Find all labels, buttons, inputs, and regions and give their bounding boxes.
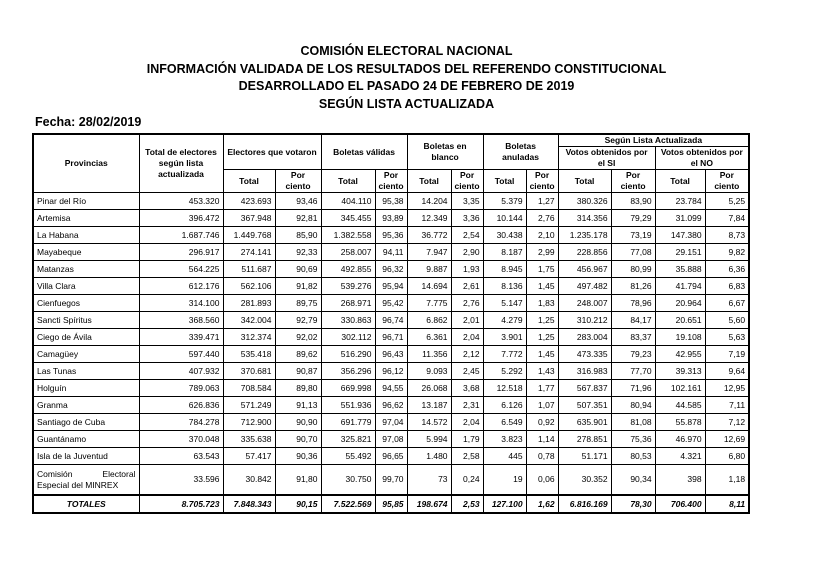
cell-value: 7,19 (705, 346, 749, 363)
cell-value: 8,73 (705, 227, 749, 244)
cell-value: 396.472 (139, 210, 223, 227)
header-total: Total (483, 170, 526, 193)
cell-value: 5.147 (483, 295, 526, 312)
cell-value: 30.438 (483, 227, 526, 244)
cell-value: 3,35 (451, 193, 483, 210)
table-row (33, 414, 749, 431)
cell-province: Granma (33, 397, 139, 414)
cell-value: 5.379 (483, 193, 526, 210)
cell-value: 0,92 (526, 414, 558, 431)
cell-value: 81,08 (611, 414, 655, 431)
cell-value: 5,60 (705, 312, 749, 329)
cell-value: 9.887 (407, 261, 451, 278)
cell-value: 368.560 (139, 312, 223, 329)
cell-value: 268.971 (321, 295, 375, 312)
cell-province: Artemisa (33, 210, 139, 227)
cell-value: 511.687 (223, 261, 275, 278)
cell-value: 41.794 (655, 278, 705, 295)
cell-value: 30.750 (321, 465, 375, 496)
cell-value: 90,87 (275, 363, 321, 380)
cell-value: 46.970 (655, 431, 705, 448)
cell-value: 1,25 (526, 312, 558, 329)
cell-value: 2,45 (451, 363, 483, 380)
cell-value: 5,25 (705, 193, 749, 210)
cell-value: 1.382.558 (321, 227, 375, 244)
cell-value: 312.374 (223, 329, 275, 346)
cell-value: 370.681 (223, 363, 275, 380)
cell-total: 127.100 (483, 495, 526, 513)
cell-value: 96,65 (375, 448, 407, 465)
cell-value: 29.151 (655, 244, 705, 261)
cell-value: 90,69 (275, 261, 321, 278)
cell-value: 3,36 (451, 210, 483, 227)
header-total: Total (223, 170, 275, 193)
cell-value: 90,70 (275, 431, 321, 448)
cell-value: 2,54 (451, 227, 483, 244)
cell-value: 6,83 (705, 278, 749, 295)
table-row (33, 278, 749, 295)
header-votos-no: Votos obtenidos por el NO (655, 147, 749, 170)
report-title (0, 43, 813, 113)
cell-value: 11.356 (407, 346, 451, 363)
cell-value: 85,90 (275, 227, 321, 244)
cell-value: 89,80 (275, 380, 321, 397)
cell-value: 20.651 (655, 312, 705, 329)
cell-total: 8.705.723 (139, 495, 223, 513)
cell-value: 42.955 (655, 346, 705, 363)
cell-value: 1,45 (526, 346, 558, 363)
cell-value: 6.361 (407, 329, 451, 346)
header-por-ciento: Por ciento (705, 170, 749, 193)
table-row (33, 397, 749, 414)
cell-value: 314.100 (139, 295, 223, 312)
cell-value: 1,18 (705, 465, 749, 496)
cell-value: 10.144 (483, 210, 526, 227)
cell-value: 96,32 (375, 261, 407, 278)
cell-value: 2,04 (451, 414, 483, 431)
cell-value: 89,62 (275, 346, 321, 363)
cell-value: 316.983 (558, 363, 611, 380)
cell-value: 92,79 (275, 312, 321, 329)
cell-value: 564.225 (139, 261, 223, 278)
cell-value: 258.007 (321, 244, 375, 261)
cell-value: 1,75 (526, 261, 558, 278)
cell-value: 95,38 (375, 193, 407, 210)
cell-value: 9,82 (705, 244, 749, 261)
cell-value: 31.099 (655, 210, 705, 227)
cell-value: 147.380 (655, 227, 705, 244)
cell-value: 784.278 (139, 414, 223, 431)
cell-value: 712.900 (223, 414, 275, 431)
cell-value: 9.093 (407, 363, 451, 380)
cell-value: 5,63 (705, 329, 749, 346)
cell-value: 7.775 (407, 295, 451, 312)
cell-value: 274.141 (223, 244, 275, 261)
cell-value: 314.356 (558, 210, 611, 227)
cell-value: 398 (655, 465, 705, 496)
cell-province: Pinar del Río (33, 193, 139, 210)
cell-value: 90,36 (275, 448, 321, 465)
cell-value: 23.784 (655, 193, 705, 210)
header-por-ciento: Por ciento (275, 170, 321, 193)
cell-value: 73,19 (611, 227, 655, 244)
cell-value: 96,43 (375, 346, 407, 363)
table-row (33, 346, 749, 363)
header-total-electores: Total de electores según lista actualizada (139, 134, 223, 193)
cell-value: 278.851 (558, 431, 611, 448)
table-row-minrex (33, 465, 749, 496)
header-total: Total (558, 170, 611, 193)
cell-value: 1.235.178 (558, 227, 611, 244)
cell-value: 2,12 (451, 346, 483, 363)
cell-value: 96,74 (375, 312, 407, 329)
table-row (33, 431, 749, 448)
cell-value: 78,96 (611, 295, 655, 312)
cell-province: Matanzas (33, 261, 139, 278)
cell-value: 63.543 (139, 448, 223, 465)
cell-value: 0,06 (526, 465, 558, 496)
cell-value: 445 (483, 448, 526, 465)
header-por-ciento: Por ciento (611, 170, 655, 193)
cell-value: 6,36 (705, 261, 749, 278)
cell-value: 473.335 (558, 346, 611, 363)
header-total: Total (407, 170, 451, 193)
header-electores-votaron: Electores que votaron (223, 134, 321, 170)
cell-value: 370.048 (139, 431, 223, 448)
title-line-4: SEGÚN LISTA ACTUALIZADA (318, 96, 495, 111)
cell-value: 330.863 (321, 312, 375, 329)
table-row (33, 448, 749, 465)
cell-value: 81,26 (611, 278, 655, 295)
cell-value: 1,14 (526, 431, 558, 448)
cell-value: 71,96 (611, 380, 655, 397)
cell-value: 0,78 (526, 448, 558, 465)
cell-value: 626.836 (139, 397, 223, 414)
cell-value: 407.932 (139, 363, 223, 380)
cell-value: 339.471 (139, 329, 223, 346)
cell-value: 535.418 (223, 346, 275, 363)
cell-value: 97,04 (375, 414, 407, 431)
cell-value: 39.313 (655, 363, 705, 380)
header-provincias: Provincias (33, 134, 139, 193)
cell-value: 1,83 (526, 295, 558, 312)
cell-total: 78,30 (611, 495, 655, 513)
cell-value: 516.290 (321, 346, 375, 363)
cell-value: 12.349 (407, 210, 451, 227)
cell-value: 13.187 (407, 397, 451, 414)
cell-value: 539.276 (321, 278, 375, 295)
cell-value: 562.106 (223, 278, 275, 295)
header-votos-si: Votos obtenidos por el SI (558, 147, 655, 170)
cell-province: Santiago de Cuba (33, 414, 139, 431)
cell-total: 8,11 (705, 495, 749, 513)
cell-value: 77,70 (611, 363, 655, 380)
cell-value: 310.212 (558, 312, 611, 329)
cell-value: 92,02 (275, 329, 321, 346)
cell-value: 2,58 (451, 448, 483, 465)
table-row (33, 312, 749, 329)
cell-value: 99,70 (375, 465, 407, 496)
cell-value: 404.110 (321, 193, 375, 210)
cell-value: 95,36 (375, 227, 407, 244)
cell-province: Cienfuegos (33, 295, 139, 312)
cell-value: 55.878 (655, 414, 705, 431)
cell-value: 708.584 (223, 380, 275, 397)
cell-value: 248.007 (558, 295, 611, 312)
table-row (33, 380, 749, 397)
cell-value: 8.187 (483, 244, 526, 261)
cell-value: 92,81 (275, 210, 321, 227)
cell-value: 6.862 (407, 312, 451, 329)
cell-value: 2,01 (451, 312, 483, 329)
cell-province: Guantánamo (33, 431, 139, 448)
cell-value: 5.994 (407, 431, 451, 448)
cell-value: 96,12 (375, 363, 407, 380)
cell-value: 14.204 (407, 193, 451, 210)
cell-value: 5.292 (483, 363, 526, 380)
cell-value: 80,99 (611, 261, 655, 278)
cell-value: 1,93 (451, 261, 483, 278)
cell-value: 102.161 (655, 380, 705, 397)
cell-value: 356.296 (321, 363, 375, 380)
table-row (33, 329, 749, 346)
cell-value: 3,68 (451, 380, 483, 397)
cell-value: 380.326 (558, 193, 611, 210)
cell-value: 77,08 (611, 244, 655, 261)
header-segun-lista: Según Lista Actualizada (558, 134, 749, 147)
header-total: Total (321, 170, 375, 193)
cell-value: 1,43 (526, 363, 558, 380)
cell-province: Holguín (33, 380, 139, 397)
cell-value: 2,90 (451, 244, 483, 261)
cell-value: 1,77 (526, 380, 558, 397)
header-boletas-validas: Boletas válidas (321, 134, 407, 170)
report-date: Fecha: 28/02/2019 (35, 115, 142, 129)
cell-value: 7.772 (483, 346, 526, 363)
table-row-totals (33, 495, 749, 513)
cell-value: 94,55 (375, 380, 407, 397)
table-row (33, 227, 749, 244)
cell-value: 35.888 (655, 261, 705, 278)
cell-value: 9,64 (705, 363, 749, 380)
cell-value: 93,89 (375, 210, 407, 227)
cell-value: 1,25 (526, 329, 558, 346)
cell-value: 12.518 (483, 380, 526, 397)
cell-value: 55.492 (321, 448, 375, 465)
header-por-ciento: Por ciento (526, 170, 558, 193)
cell-value: 83,37 (611, 329, 655, 346)
cell-value: 96,62 (375, 397, 407, 414)
cell-value: 51.171 (558, 448, 611, 465)
cell-value: 492.855 (321, 261, 375, 278)
cell-value: 423.693 (223, 193, 275, 210)
results-table (32, 133, 750, 514)
cell-value: 89,75 (275, 295, 321, 312)
table-row (33, 261, 749, 278)
cell-value: 7,11 (705, 397, 749, 414)
cell-province: Isla de la Juventud (33, 448, 139, 465)
cell-value: 456.967 (558, 261, 611, 278)
cell-total: 6.816.169 (558, 495, 611, 513)
cell-value: 79,29 (611, 210, 655, 227)
cell-value: 6.126 (483, 397, 526, 414)
cell-value: 1,45 (526, 278, 558, 295)
cell-value: 597.440 (139, 346, 223, 363)
cell-value: 97,08 (375, 431, 407, 448)
cell-total: 2,53 (451, 495, 483, 513)
cell-value: 367.948 (223, 210, 275, 227)
title-line-3: DESARROLLADO EL PASADO 24 DE FEBRERO DE 2019 (238, 79, 575, 93)
cell-value: 2,61 (451, 278, 483, 295)
cell-total: 90,15 (275, 495, 321, 513)
cell-value: 1.687.746 (139, 227, 223, 244)
header-boletas-blanco: Boletas en blanco (407, 134, 483, 170)
cell-province: Sancti Spíritus (33, 312, 139, 329)
cell-value: 1,79 (451, 431, 483, 448)
cell-value: 507.351 (558, 397, 611, 414)
cell-value: 325.821 (321, 431, 375, 448)
cell-value: 20.964 (655, 295, 705, 312)
cell-value: 669.998 (321, 380, 375, 397)
header-boletas-anuladas: Boletas anuladas (483, 134, 558, 170)
cell-value: 12,95 (705, 380, 749, 397)
cell-total: 198.674 (407, 495, 451, 513)
header-por-ciento: Por ciento (375, 170, 407, 193)
cell-value: 2,10 (526, 227, 558, 244)
cell-value: 79,23 (611, 346, 655, 363)
cell-value: 44.585 (655, 397, 705, 414)
table-row (33, 210, 749, 227)
cell-total: 7.848.343 (223, 495, 275, 513)
title-line-1: COMISIÓN ELECTORAL NACIONAL (300, 44, 513, 58)
cell-value: 14.694 (407, 278, 451, 295)
cell-value: 91,13 (275, 397, 321, 414)
cell-value: 789.063 (139, 380, 223, 397)
cell-value: 4.279 (483, 312, 526, 329)
cell-value: 296.917 (139, 244, 223, 261)
cell-value: 1,27 (526, 193, 558, 210)
cell-value: 33.596 (139, 465, 223, 496)
cell-province: Camagüey (33, 346, 139, 363)
cell-value: 95,94 (375, 278, 407, 295)
cell-value: 612.176 (139, 278, 223, 295)
cell-value: 92,33 (275, 244, 321, 261)
cell-province: La Habana (33, 227, 139, 244)
cell-value: 95,42 (375, 295, 407, 312)
cell-total: 706.400 (655, 495, 705, 513)
cell-value: 0,24 (451, 465, 483, 496)
cell-value: 91,82 (275, 278, 321, 295)
cell-value: 57.417 (223, 448, 275, 465)
cell-province: Mayabeque (33, 244, 139, 261)
cell-province: Comisión Electoral Especial del MINREX (33, 465, 139, 496)
cell-value: 4.321 (655, 448, 705, 465)
cell-value: 1.480 (407, 448, 451, 465)
cell-value: 3.823 (483, 431, 526, 448)
cell-value: 283.004 (558, 329, 611, 346)
cell-value: 2,04 (451, 329, 483, 346)
cell-value: 6.549 (483, 414, 526, 431)
cell-value: 567.837 (558, 380, 611, 397)
cell-value: 7,84 (705, 210, 749, 227)
table-row (33, 295, 749, 312)
cell-value: 6,67 (705, 295, 749, 312)
cell-value: 345.455 (321, 210, 375, 227)
title-line-2: INFORMACIÓN VALIDADA DE LOS RESULTADOS DEL REFERENDO CONSTITUCIONAL (146, 61, 667, 76)
cell-value: 80,94 (611, 397, 655, 414)
header-por-ciento: Por ciento (451, 170, 483, 193)
cell-value: 571.249 (223, 397, 275, 414)
cell-province: Las Tunas (33, 363, 139, 380)
cell-value: 19 (483, 465, 526, 496)
cell-value: 453.320 (139, 193, 223, 210)
cell-value: 3.901 (483, 329, 526, 346)
cell-value: 1.449.768 (223, 227, 275, 244)
cell-value: 228.856 (558, 244, 611, 261)
cell-value: 30.352 (558, 465, 611, 496)
cell-total: 95,85 (375, 495, 407, 513)
cell-value: 2,76 (451, 295, 483, 312)
cell-value: 93,46 (275, 193, 321, 210)
cell-value: 75,36 (611, 431, 655, 448)
cell-value: 2,31 (451, 397, 483, 414)
cell-value: 342.004 (223, 312, 275, 329)
cell-total: 7.522.569 (321, 495, 375, 513)
cell-value: 83,90 (611, 193, 655, 210)
cell-value: 84,17 (611, 312, 655, 329)
cell-value: 1,07 (526, 397, 558, 414)
cell-value: 497.482 (558, 278, 611, 295)
cell-value: 6,80 (705, 448, 749, 465)
cell-value: 2,99 (526, 244, 558, 261)
cell-value: 8.945 (483, 261, 526, 278)
cell-value: 14.572 (407, 414, 451, 431)
cell-value: 80,53 (611, 448, 655, 465)
cell-value: 635.901 (558, 414, 611, 431)
cell-totals-label: TOTALES (33, 495, 139, 513)
cell-value: 73 (407, 465, 451, 496)
cell-value: 12,69 (705, 431, 749, 448)
cell-province: Villa Clara (33, 278, 139, 295)
cell-total: 1,62 (526, 495, 558, 513)
cell-value: 96,71 (375, 329, 407, 346)
cell-value: 691.779 (321, 414, 375, 431)
cell-value: 90,34 (611, 465, 655, 496)
cell-value: 19.108 (655, 329, 705, 346)
table-row (33, 244, 749, 261)
cell-value: 7.947 (407, 244, 451, 261)
cell-value: 26.068 (407, 380, 451, 397)
cell-value: 36.772 (407, 227, 451, 244)
cell-value: 90,90 (275, 414, 321, 431)
cell-value: 551.936 (321, 397, 375, 414)
cell-value: 30.842 (223, 465, 275, 496)
cell-value: 94,11 (375, 244, 407, 261)
cell-value: 302.112 (321, 329, 375, 346)
cell-value: 8.136 (483, 278, 526, 295)
header-total: Total (655, 170, 705, 193)
table-row (33, 193, 749, 210)
cell-value: 335.638 (223, 431, 275, 448)
cell-value: 91,80 (275, 465, 321, 496)
cell-province: Ciego de Ávila (33, 329, 139, 346)
table-row (33, 363, 749, 380)
cell-value: 2,76 (526, 210, 558, 227)
cell-value: 7,12 (705, 414, 749, 431)
cell-value: 281.893 (223, 295, 275, 312)
